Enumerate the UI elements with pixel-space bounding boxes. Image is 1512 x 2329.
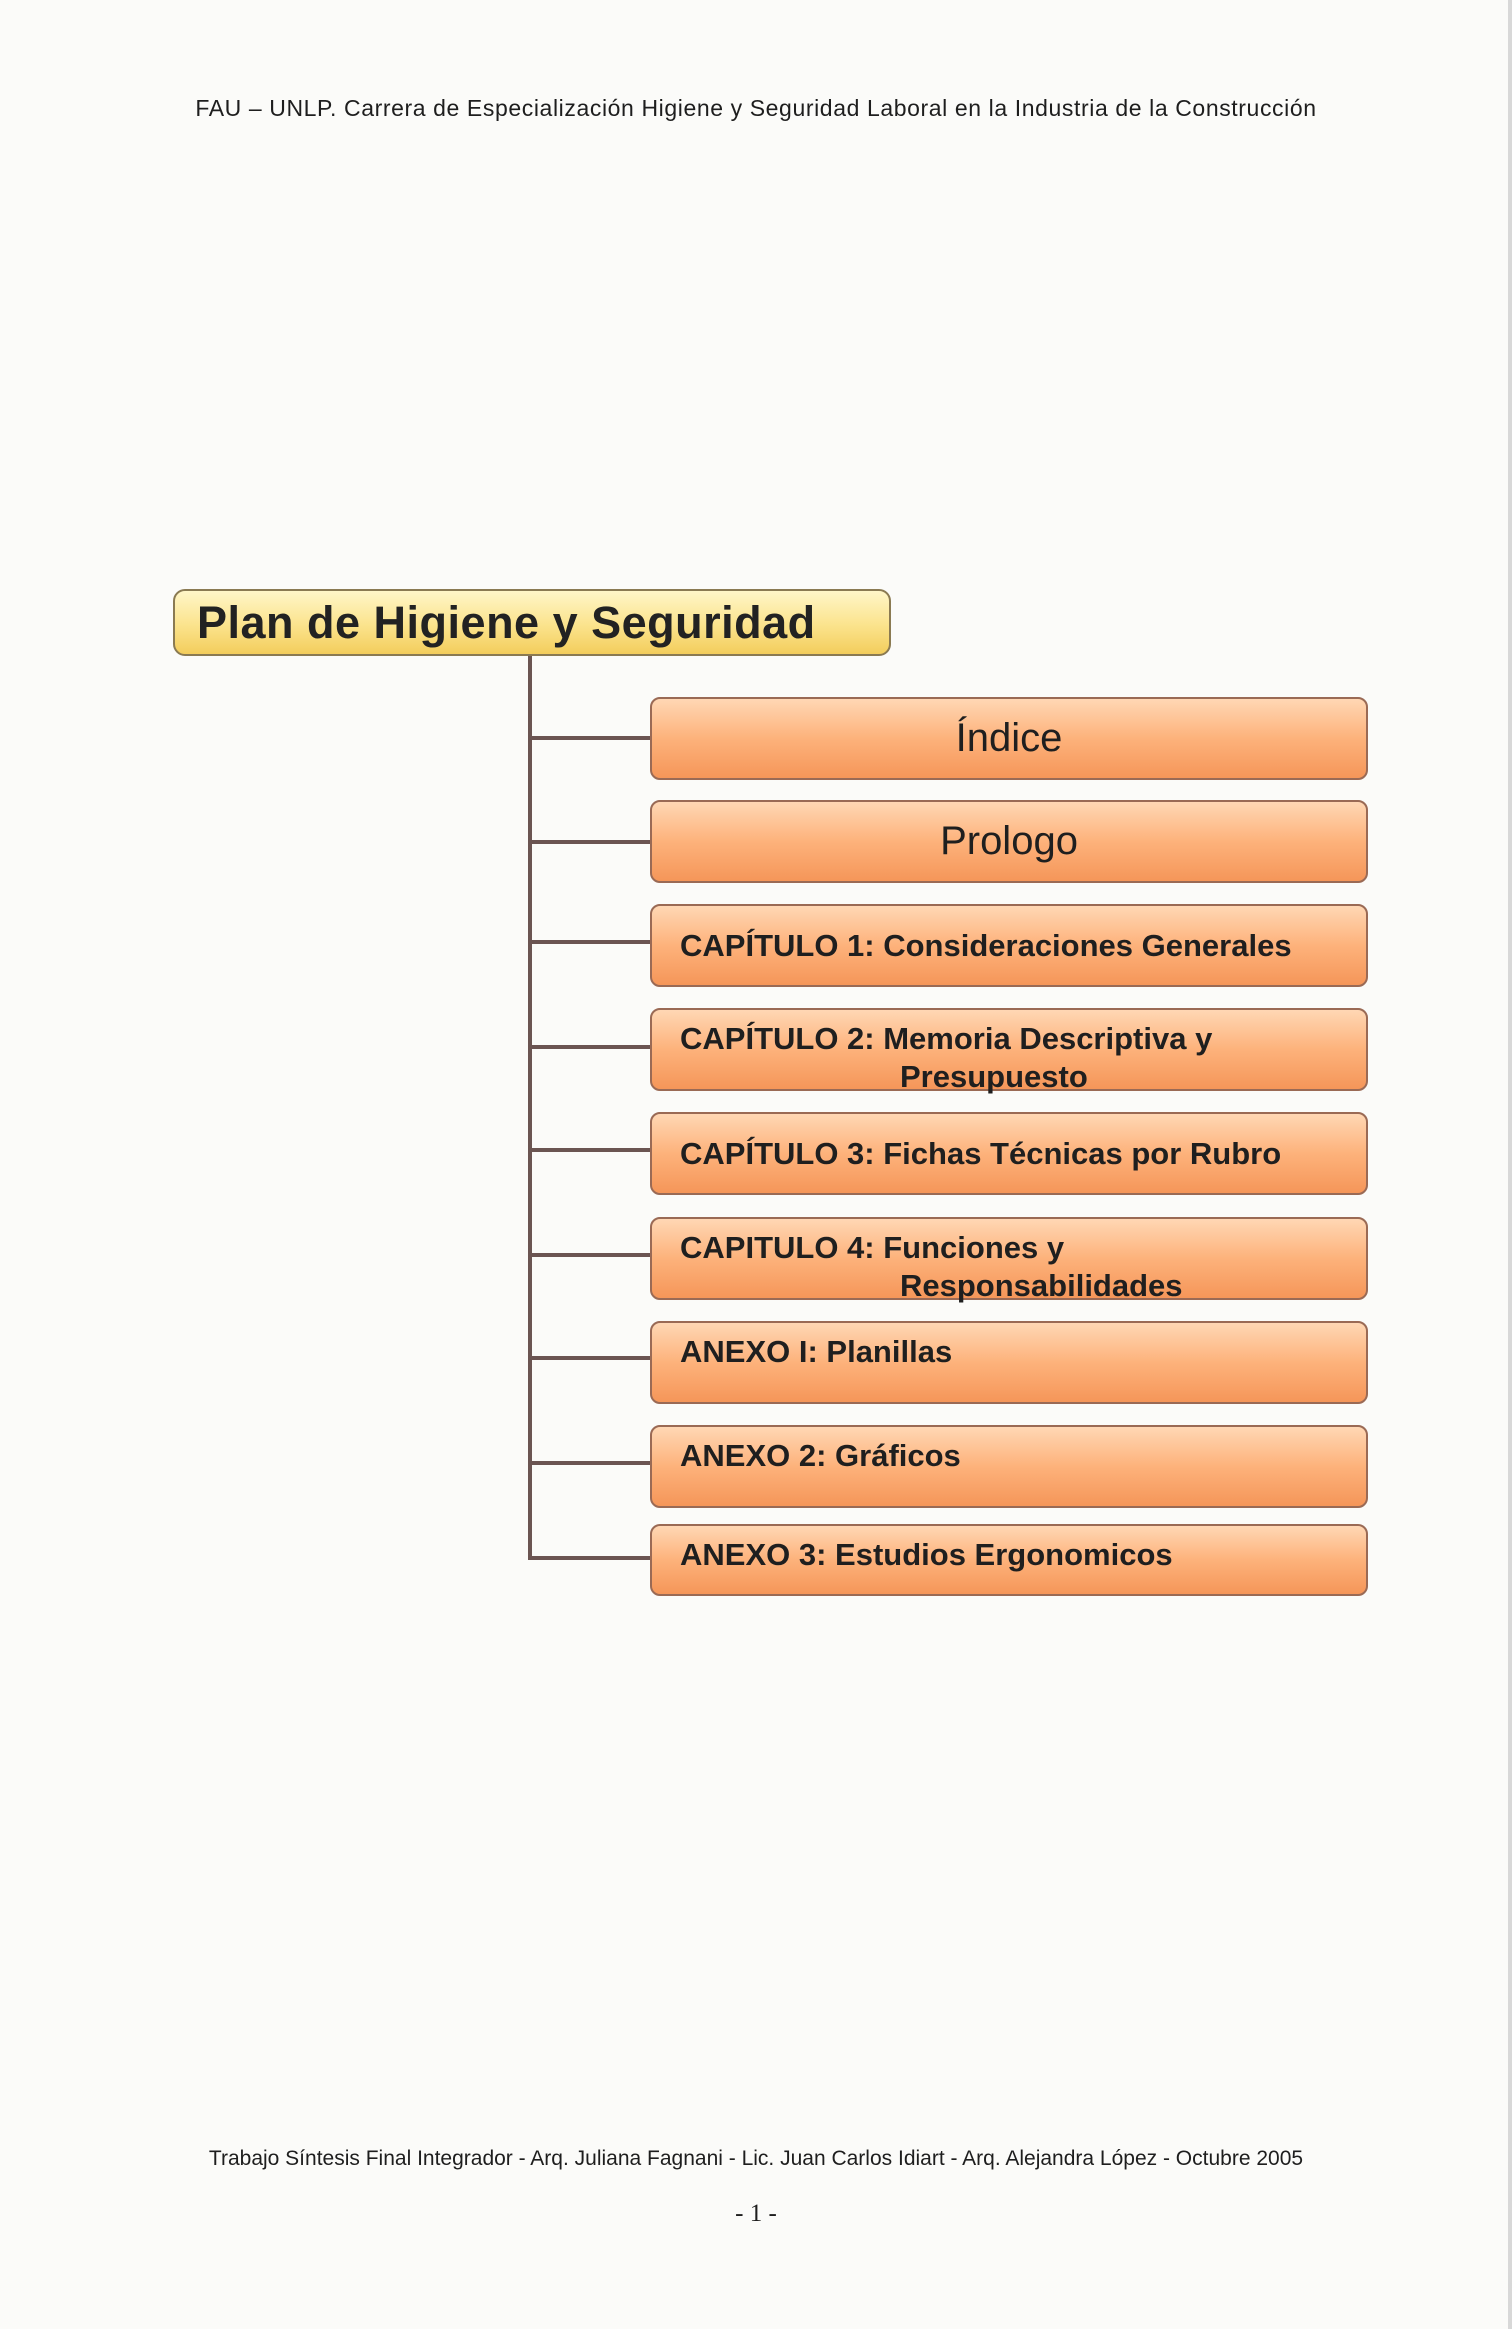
toc-item-label: Prologo <box>940 819 1078 863</box>
toc-item-label: CAPÍTULO 3: Fichas Técnicas por Rubro <box>680 1135 1282 1171</box>
connector-branch <box>528 1045 652 1049</box>
connector-branch <box>528 1253 652 1257</box>
page-header: FAU – UNLP. Carrera de Especialización Higiene y Seguridad Laboral en la Industria de la Construcción <box>195 95 1317 121</box>
diagram-root-label: Plan de Higiene y Seguridad <box>197 596 816 648</box>
connector-trunk <box>528 656 532 1560</box>
toc-item-label: CAPÍTULO 2: Memoria Descriptiva y <box>680 1021 1213 1056</box>
connector-branch <box>528 1556 652 1560</box>
toc-item-label-line2: Presupuesto <box>900 1059 1088 1094</box>
toc-item-capitulo-4 <box>650 1217 1368 1303</box>
toc-item-label: ANEXO I: Planillas <box>680 1334 953 1369</box>
connector-branch <box>528 840 652 844</box>
toc-item-indice <box>650 697 1368 780</box>
toc-item-label-line2: Responsabilidades <box>900 1268 1183 1303</box>
page-footer: Trabajo Síntesis Final Integrador - Arq. Juliana Fagnani - Lic. Juan Carlos Idiart - Arq. Alejandra López - Octubre 2005 <box>208 2147 1304 2170</box>
toc-item-label: CAPITULO 4: Funciones y <box>680 1230 1065 1265</box>
toc-item-capitulo-2 <box>650 1008 1368 1094</box>
connector-branch <box>528 1356 652 1360</box>
page-number: - 1 - <box>735 2200 777 2227</box>
toc-item-label: ANEXO 2: Gráficos <box>680 1438 961 1473</box>
connector-branch <box>528 1148 652 1152</box>
connector-branch <box>528 940 652 944</box>
toc-item-label: Índice <box>955 716 1063 760</box>
toc-item-label: ANEXO 3: Estudios Ergonomicos <box>680 1537 1173 1572</box>
toc-item-anexo-2 <box>650 1425 1368 1508</box>
toc-item-capitulo-3 <box>650 1112 1368 1195</box>
toc-item-prologo <box>650 800 1368 883</box>
toc-item-capitulo-1 <box>650 904 1368 987</box>
toc-item-anexo-3 <box>650 1524 1368 1596</box>
connector-branch <box>528 736 652 740</box>
connector-branch <box>528 1461 652 1465</box>
toc-item-label: CAPÍTULO 1: Consideraciones Generales <box>680 927 1292 963</box>
diagram-root-box <box>173 589 891 656</box>
page-edge <box>1508 0 1512 2329</box>
toc-item-anexo-1 <box>650 1321 1368 1404</box>
